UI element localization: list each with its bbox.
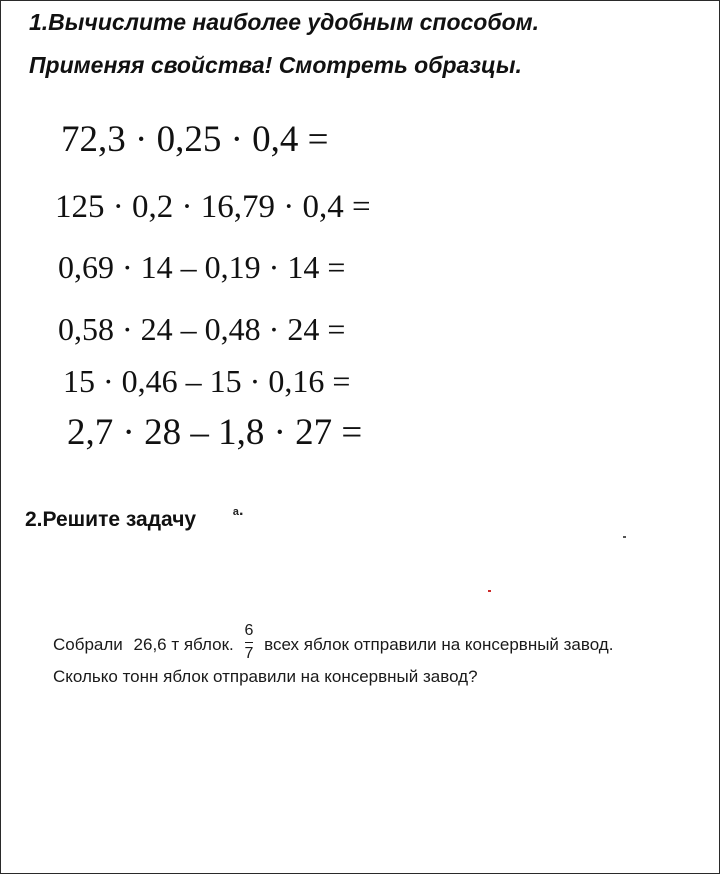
task2-title: 2.Решите задачу	[25, 508, 197, 531]
expression-2: 125 · 0,2 · 16,79 · 0,4 =	[55, 189, 371, 225]
problem-statement-line1	[53, 624, 613, 665]
problem-rest-text: всех яблок отправили на консервный завод.	[264, 634, 614, 654]
problem-amount-text: 26,6 т яблок.	[133, 634, 234, 654]
task1-title-line1: 1.Вычислите наиболее удобным способом.	[29, 9, 540, 35]
problem-collected-text: Собрали	[53, 634, 123, 654]
expression-4: 0,58 · 24 – 0,48 · 24 =	[58, 311, 346, 347]
fraction-denominator: 7	[244, 645, 254, 662]
fraction-numerator: 6	[244, 622, 254, 639]
expression-3: 0,69 · 14 – 0,19 · 14 =	[58, 249, 346, 285]
problem-question: Сколько тонн яблок отправили на консервный завод?	[53, 667, 478, 686]
expression-1: 72,3 · 0,25 · 0,4 =	[61, 119, 329, 160]
scan-artifact-mark: ᵃ·	[233, 506, 245, 523]
expression-6: 2,7 · 28 – 1,8 · 27 =	[67, 412, 363, 453]
task1-title-line2: Применяя свойства! Смотреть образцы.	[29, 52, 522, 78]
expression-5: 15 · 0,46 – 15 · 0,16 =	[63, 363, 351, 399]
fraction-six-sevenths	[245, 622, 254, 663]
scan-speck-red	[488, 590, 491, 592]
scan-speck	[623, 536, 626, 538]
fraction-bar	[245, 642, 254, 643]
